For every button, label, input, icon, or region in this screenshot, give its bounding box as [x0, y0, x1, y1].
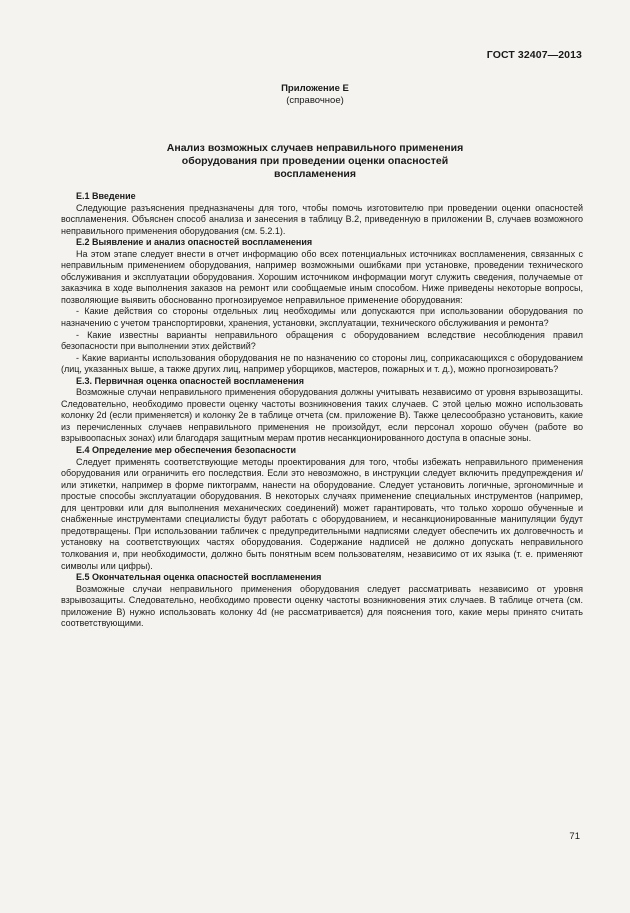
- section-heading-e4: Е.4 Определение мер обеспечения безопасности: [76, 445, 297, 456]
- appendix-title: Приложение Е: [281, 83, 349, 94]
- paragraph: Возможные случаи неправильного применения оборудования следует рассматривать независимо от уровня взрывозащиты. Следовательно, необходимо провести оценку частоты возникновения этих случаев. В таблице отчета (см. приложение В) нужно использовать колонку 4d (не рассматривается) для пояснения того, какие меры принято считать соответствующими.: [61, 583, 583, 629]
- paragraph: Следует применять соответствующие методы проектирования для того, чтобы избежать неправильного применения оборудования или ограничить его последствия. Если это невозможно, в инструкции следует включить предупреждения и/или этикетки, например в форме пиктограмм, нанести на оборудование. Следует установить логичные, эргономичные и простые способы эксплуатации оборудования. В некоторых случаях применение специальных инструментов (например, для центровки или для выполнения механических соединений) может гарантировать, что только хорошо обученные и снабженные инструментами специалисты будут работать с оборудованием, и несанкционированные манипуляции будут предотвращены. При использовании табличек с предупредительными надписями следует обеспечить их долговечность и установку на соответствующих частях оборудования. Содержание надписей не должно допускать неправильного толкования и, при необходимости, должно быть понятным всем пользователям, независимо от их языка (т. е. применяют символы или цифры).: [61, 456, 583, 571]
- question-item: - Какие действия со стороны отдельных лиц необходимы или допускаются при использовании оборудования по назначению с учетом транспортировки, хранения, установки, эксплуатации, технического обслуживания и ремонта?: [61, 306, 583, 329]
- standard-header: ГОСТ 32407—2013: [486, 49, 582, 61]
- section-heading-e2: Е.2 Выявление и анализ опасностей воспламенения: [76, 237, 313, 248]
- question-item: - Какие варианты использования оборудования не по назначению со стороны лиц, соприкасающихся с оборудованием (лиц, указанных выше, а также других лиц, например уборщиков, мастеров, пожарных и т. д.), можно прогнозировать?: [61, 352, 583, 375]
- appendix-subtitle: (справочное): [286, 95, 344, 106]
- paragraph: На этом этапе следует внести в отчет информацию обо всех потенциальных источниках воспламенения, связанных с неправильным применением оборудования, например возможными ошибками при установке, проведении технического обслуживания и эксплуатации оборудования. Хорошим источником информации могут служить сведения, получаемые от заказчика в ходе выполнения заказов на ремонт или сообщаемые иным способом. Ниже приведены некоторые вопросы, позволяющие выявить обоснованно прогнозируемое неправильное применение оборудования:: [61, 248, 583, 305]
- document-body: [61, 191, 583, 630]
- paragraph: Возможные случаи неправильного применения оборудования должны учитывать независимо от уровня взрывозащиты. Следовательно, необходимо провести оценку частоты возникновения таких случаев. С этой целью можно использовать колонку 2d (если применяется) и колонку 2е в таблице отчета (см. приложение В). Также целесообразно установить, какие из перечисленных случаев неправильного применения не произойдут, если персонал хорошо обучен (работе во взрывоопасных зонах) или благодаря защитным мерам против несанкционированного доступа в опасные зоны.: [61, 387, 583, 444]
- appendix-heading: [0, 83, 630, 107]
- title-line-1: Анализ возможных случаев неправильного применения: [166, 142, 464, 154]
- page-number: 71: [569, 831, 580, 842]
- section-heading-e3: Е.3. Первичная оценка опасностей воспламенения: [76, 375, 304, 386]
- title-line-2: оборудования при проведении оценки опасностей: [181, 155, 449, 167]
- page-title: [0, 142, 630, 181]
- paragraph: Следующие разъяснения предназначены для того, чтобы помочь изготовителю при проведении оценки опасностей воспламенения. Объяснен способ анализа и занесения в таблицу В.2, приведенную в приложении В, случаев возможного неправильного применения оборудования (см. 5.2.1).: [61, 202, 583, 236]
- question-item: - Какие известны варианты неправильного обращения с оборудованием вследствие несоблюдения правил безопасности при выполнении этих действий?: [61, 329, 583, 352]
- section-heading-e1: Е.1 Введение: [76, 191, 136, 201]
- section-heading-e5: Е.5 Окончательная оценка опасностей воспламенения: [76, 572, 322, 583]
- title-line-3: воспламенения: [274, 168, 356, 180]
